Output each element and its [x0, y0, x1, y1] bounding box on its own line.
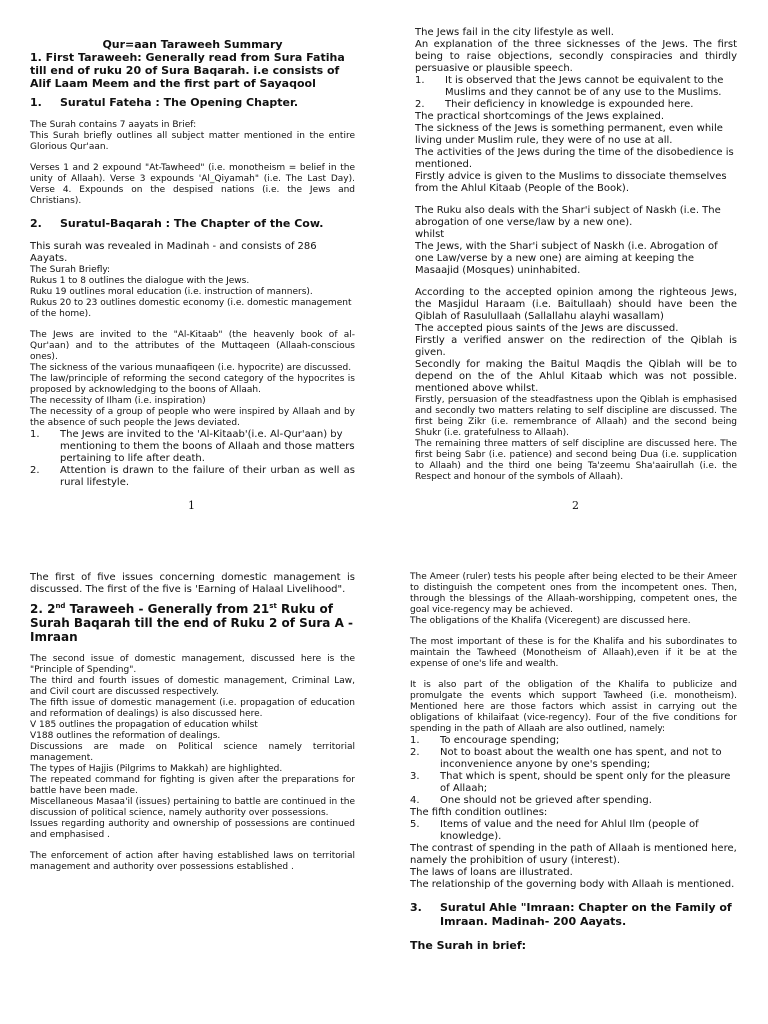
text-line: The laws of loans are illustrated. [410, 867, 573, 878]
text-line: Firstly, persuasion of the steadfastness upon the Qiblah is emphasised and secondly two matters relating to self discipline are discussed. The first being Zikr (i.e. remembrance of Allaah) and the second being Shukr (i.e. gratefulness to Allaah). [415, 395, 737, 438]
section-heading-fateha [30, 96, 355, 110]
list-number: 2. [415, 99, 425, 110]
list-text: Attention is drawn to the failure of their urban as well as rural lifestyle. [60, 465, 355, 488]
text-line: The necessity of Ilham (i.e. inspiration) [30, 396, 206, 406]
text-line: Rukus 20 to 23 outlines domestic economy (i.e. domestic management of the home). [30, 298, 352, 319]
tawheed-paragraph: It is also part of the obligation of the Khalifa to publicize and promulgate the events which support Tawheed (i.e. monotheism). Mentioned here are those factors which assist in carrying out the obligations of khilaifaat (vice-regency). Four of the five conditions for spending in the path of Allaah are also outlined, namely: [410, 680, 737, 734]
list-item [415, 75, 737, 99]
self-discipline-paragraph [415, 395, 737, 483]
list-item [30, 429, 355, 465]
text-line: The sickness of the Jews is something permanent, even while living under Muslim rule, they were of no use at all. [415, 123, 723, 146]
baqarah-intro: This surah was revealed in Madinah - and consists of 286 Aayats. [30, 241, 317, 264]
section-number: 2. [30, 217, 42, 230]
document-title: Qur=aan Taraweeh Summary [102, 38, 283, 51]
text-line: The Jews, with the Shar'i subject of Naskh (i.e. Abrogation of one Law/verse by a new one) are aiming at keeping the Masaajid (Mosques) uninhabited. [415, 241, 718, 276]
text-line: Rukus 1 to 8 outlines the dialogue with the Jews. [30, 276, 250, 286]
text-line: The necessity of a group of people who were inspired by Allaah and by the absence of such people the Jews deviated. [30, 407, 355, 428]
list-number: 1. [415, 75, 425, 86]
page-number: 2 [572, 499, 579, 512]
taraweeh-2-heading [30, 602, 355, 644]
section-number: 1. [30, 96, 42, 109]
list-number: 2. [30, 465, 40, 476]
spending-conditions-list [410, 735, 737, 807]
text-line: The Jews are invited to the "Al-Kitaab" (the heavenly book of al-Qur'aan) and to the attributes of the Muttaqeen (Allaah-conscious ones). [30, 330, 355, 362]
numbered-list [30, 429, 355, 489]
text-line: The activities of the Jews during the time of the disobedience is mentioned. [415, 147, 734, 170]
heading-text: Taraweeh - Generally from 21 [65, 602, 270, 616]
domestic-management-intro: The first of five issues concerning domestic management is discussed. The first of the five is 'Earning of Halaal Livelihood". [30, 572, 355, 595]
naskh-paragraph [415, 205, 737, 277]
heading-text: 2. 2 [30, 602, 56, 616]
page-4-column [410, 572, 737, 952]
text-line: The practical shortcomings of the Jews explained. [415, 111, 665, 122]
page-number: 1 [188, 499, 195, 512]
text-line: The accepted pious saints of the Jews are discussed. [415, 323, 679, 334]
page-1-column [30, 38, 355, 489]
text-line: The Ruku also deals with the Shar'i subject of Naskh (i.e. The abrogation of one verse/law by a new one). [415, 205, 721, 228]
text-line: The third and fourth issues of domestic management, Criminal Law, and Civil court are discussed respectively. [30, 676, 355, 697]
text-line: The Surah Briefly: [30, 265, 111, 275]
taraweeh-1-heading: 1. First Taraweeh: Generally read from Sura Fatiha till end of ruku 20 of Sura Baqarah. i.e consists of Alif Laam Meem and the first part of Sayaqool [30, 51, 345, 90]
list-number: 2. [410, 747, 420, 758]
list-text: The Jews are invited to the 'Al-Kitaab'(i.e. Al-Qur'aan) by mentioning to them the boons of Allaah and those matters pertaining to life after death. [60, 429, 355, 464]
text-line: The relationship of the governing body with Allaah is mentioned. [410, 879, 735, 890]
jews-shortcomings [415, 111, 737, 195]
section-heading-imraan [410, 901, 737, 929]
list-number: 3. [410, 771, 420, 782]
numbered-list [415, 75, 737, 111]
list-text: Items of value and the need for Ahlul Ilm (people of knowledge). [440, 819, 699, 842]
text-line: Discussions are made on Political science namely territorial management. [30, 742, 355, 763]
text-line: V 185 outlines the propagation of education whilst [30, 720, 258, 730]
text-line: The Jews fail in the city lifestyle as well. [415, 27, 614, 38]
list-number: 4. [410, 795, 420, 806]
text-line: The obligations of the Khalifa (Viceregent) are discussed here. [410, 616, 691, 626]
text-line: Ruku 19 outlines moral education (i.e. instruction of manners). [30, 287, 313, 297]
text-line: The Surah contains 7 aayats in Brief: [30, 120, 197, 130]
text-line: The sickness of the various munaafiqeen (i.e. hypocrite) are discussed. [30, 363, 352, 373]
list-item [410, 735, 737, 747]
text-line: According to the accepted opinion among the righteous Jews, the Masjidul Haraam (i.e. Baitullaah) should have been the Qiblah of Rasulullaah (Sallallahu alayhi wasallam) [415, 287, 737, 322]
list-number: 5. [410, 819, 420, 830]
text-line: Issues regarding authority and ownership of possessions are continued and emphasised . [30, 819, 355, 840]
surah-brief-heading: The Surah in brief: [410, 939, 527, 952]
list-item [30, 465, 355, 489]
usury-paragraph [410, 843, 737, 891]
section-title: Suratul Ahle "Imraan: Chapter on the Family of Imraan. Madinah- 200 Aayats. [440, 901, 732, 928]
fateha-brief [30, 120, 355, 153]
text-line: An explanation of the three sicknesses of the Jews. The first being to raise objections, secondly conspiracies and thirdly persuasive or plausible speech. [415, 39, 737, 74]
section-title: Suratul Fateha : The Opening Chapter. [60, 96, 299, 109]
text-line: Firstly advice is given to the Muslims to dissociate themselves from the Ahlul Kitaab (People of the Book). [415, 171, 727, 194]
list-text: One should not be grieved after spending. [440, 795, 652, 806]
page-2-column [415, 27, 737, 483]
text-line: whilst [415, 229, 445, 240]
list-text: It is observed that the Jews cannot be equivalent to the Muslims and they cannot be of any use to the Muslims. [445, 75, 724, 98]
section-heading-baqarah [30, 217, 355, 231]
qiblah-paragraph [415, 287, 737, 395]
list-item [410, 747, 737, 771]
ordinal-suffix: nd [55, 602, 66, 610]
jews-lifestyle [415, 27, 737, 75]
list-text: To encourage spending; [440, 735, 560, 746]
list-item [410, 771, 737, 795]
text-line: Firstly a verified answer on the redirection of the Qiblah is given. [415, 335, 737, 358]
text-line: The second issue of domestic management, discussed here is the "Principle of Spending". [30, 654, 355, 675]
section-title: Suratul-Baqarah : The Chapter of the Cow. [60, 217, 324, 230]
text-line: The types of Hajjis (Pilgrims to Makkah) are highlighted. [30, 764, 283, 774]
text-line: Miscellaneous Masaa'il (issues) pertaining to battle are continued in the discussion of political science, namely authority over possessions. [30, 797, 355, 818]
ameer-paragraph [410, 572, 737, 627]
text-line: The repeated command for fighting is given after the preparations for battle have been made. [30, 775, 355, 796]
text-line: The Ameer (ruler) tests his people after being elected to be their Ameer to distinguish the competent ones from the incompetent ones. Then, through the blessings of the Allaah-worshipping, competent ones, the goal vice-regency may be achieved. [410, 572, 737, 615]
enforcement-paragraph: The enforcement of action after having established laws on territorial management and authority over possessions established . [30, 851, 355, 872]
text-line: This Surah briefly outlines all subject matter mentioned in the entire Glorious Qur'aan. [30, 131, 355, 152]
ordinal-suffix: st [269, 602, 277, 610]
section-number: 3. [410, 901, 422, 914]
baqarah-brief [30, 265, 355, 320]
list-text: That which is spent, should be spent only for the pleasure of Allaah; [440, 771, 731, 794]
list-text: Their deficiency in knowledge is expounded here. [445, 99, 694, 110]
fifth-condition-label: The fifth condition outlines: [410, 807, 548, 818]
list-item [410, 819, 737, 843]
khalifa-paragraph: The most important of these is for the Khalifa and his subordinates to maintain the Tawheed (Monotheism of Allaah),even if it be at the expense of one's life and wealth. [410, 637, 737, 669]
list-text: Not to boast about the wealth one has spent, and not to inconvenience anyone by one's spending; [440, 747, 722, 770]
fateha-verses: Verses 1 and 2 expound "At-Tawheed" (i.e. monotheism = belief in the unity of Allaah). Verse 3 expounds 'Al_Qiyamah" (i.e. The Last Day). Verse 4. Expounds on the despised nations (i.e. the Jews and Christians). [30, 163, 355, 206]
list-item [410, 795, 737, 807]
fifth-condition-list [410, 819, 737, 843]
text-line: The remaining three matters of self discipline are discussed here. The first being Sabr (i.e. patience) and second being Dua (i.e. supplication to Allaah) and the third one being Ta'zeemu Sha'aairullah (i.e. the Respect and honour of the symbols of Allaah). [415, 439, 737, 482]
list-item [415, 99, 737, 111]
text-line: Secondly for making the Baitul Maqdis the Qiblah will be to depend on the of the Ahlul Kitaab which was not possible. mentioned above whilst. [415, 359, 737, 394]
heading-text: Ruku of Surah Baqarah till the end of Ruku 2 of Sura A -Imraan [30, 602, 354, 644]
text-line: The fifth issue of domestic management (i.e. propagation of education and reformation of dealings) is also discussed here. [30, 698, 355, 719]
text-line: The law/principle of reforming the second category of the hypocrites is proposed by acknowledging to the boons of Allaah. [30, 374, 355, 395]
list-number: 1. [30, 429, 40, 440]
list-number: 1. [410, 735, 420, 746]
baqarah-details [30, 330, 355, 429]
text-line: The contrast of spending in the path of Allaah is mentioned here, namely the prohibition of usury (interest). [410, 843, 737, 866]
taraweeh-2-details [30, 654, 355, 841]
text-line: V188 outlines the reformation of dealings. [30, 731, 221, 741]
page-3-column [30, 572, 355, 873]
